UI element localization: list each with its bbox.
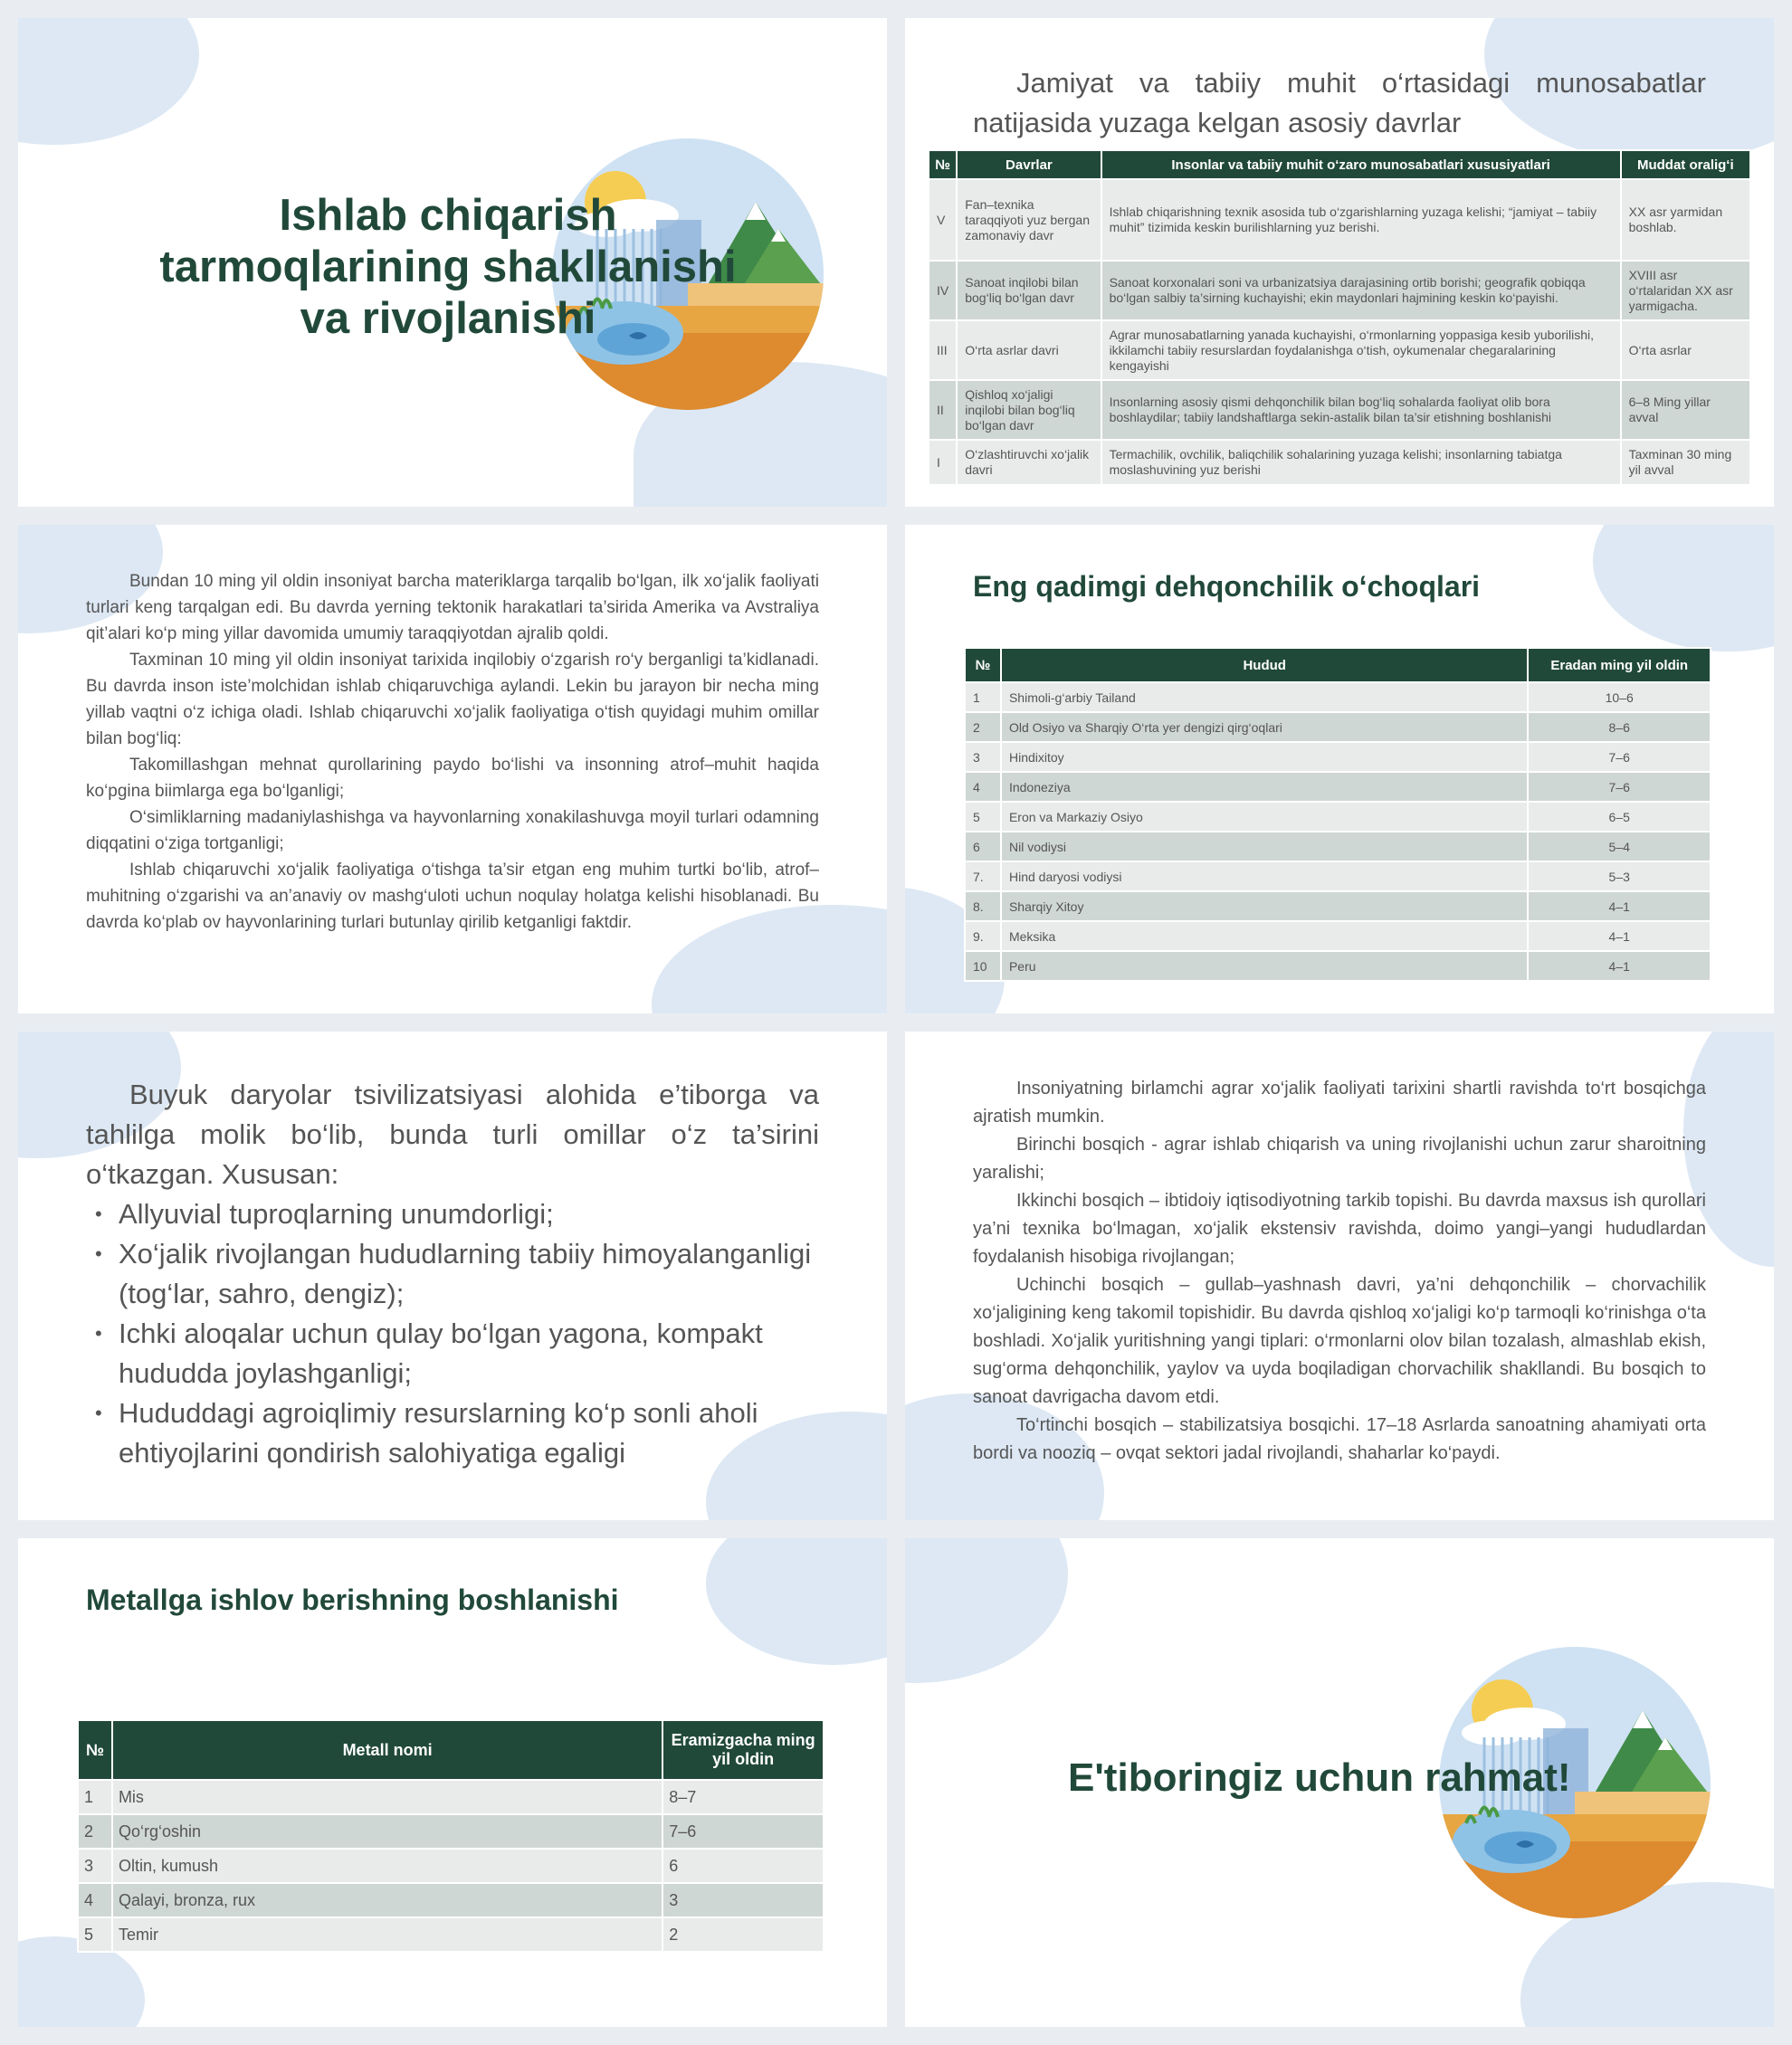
cell-period: O‘rta asrlar davri — [957, 320, 1101, 380]
cell-region: Old Osiyo va Sharqiy O‘rta yer dengizi qirg‘oqlari — [1001, 712, 1528, 742]
cell-number: IV — [929, 261, 957, 320]
cell-number: 4 — [78, 1883, 112, 1917]
slide-agrarian-stages — [905, 1032, 1774, 1520]
metal-table — [77, 1719, 825, 1953]
list-item: • Ichki aloqalar uchun qulay bo‘lgan yagona, kompakt hududda joylashganligi; — [86, 1314, 819, 1393]
list-item: • Xo‘jalik rivojlangan hududlarning tabiiy himoyalanganligi (tog‘lar, sahro, dengiz); — [86, 1234, 819, 1314]
cell-number: 5 — [78, 1917, 112, 1952]
cell-desc: Ishlab chiqarishning texnik asosida tub o‘zgarishlarning yuzaga kelishi; “jamiyat – tabiiy muhit” tizimida keskin burilishlarning yuz berishi. — [1101, 179, 1621, 261]
table-row — [929, 261, 1750, 320]
table-row — [965, 682, 1711, 712]
stages-paragraphs — [973, 1075, 1706, 1502]
col-metal: Metall nomi — [112, 1720, 662, 1780]
cell-desc: Sanoat korxonalari soni va urbanizatsiya darajasining ortib borishi; geografik qobiqqa bo‘lgan salbiy ta’sirning kuchayishi; ekin maydonlari hajmining keskin ko‘payishi. — [1101, 261, 1621, 320]
cell-years: 6 — [662, 1849, 824, 1883]
cell-number: V — [929, 179, 957, 261]
presentation-title — [140, 190, 756, 345]
slide-title — [18, 18, 887, 507]
table-row — [929, 320, 1750, 380]
cell-number: 3 — [965, 742, 1001, 772]
cell-region: Meksika — [1001, 921, 1528, 951]
cell-number: 8. — [965, 891, 1001, 921]
table-row — [965, 951, 1711, 981]
cell-metal: Mis — [112, 1780, 662, 1814]
farming-table — [964, 647, 1711, 982]
cell-region: Hind daryosi vodiysi — [1001, 861, 1528, 891]
cell-years: 4–1 — [1528, 951, 1711, 981]
table-row — [965, 802, 1711, 832]
cell-number: 6 — [965, 832, 1001, 861]
cell-period: Qishloq xo‘jaligi inqilobi bilan bog‘liq bo‘lgan davr — [957, 380, 1101, 440]
table-row — [965, 742, 1711, 772]
slide-metalworking — [18, 1538, 887, 2027]
thanks-message: E'tiboringiz uchun rahmat! — [1068, 1755, 1571, 1800]
table-row — [78, 1780, 824, 1814]
periods-table — [928, 149, 1751, 486]
table-row — [965, 861, 1711, 891]
cell-metal: Qalayi, bronza, rux — [112, 1883, 662, 1917]
paragraph: Uchinchi bosqich – gullab–yashnash davri, ya’ni dehqonchilik – chorvachilik xo‘jaligining keng takomil topishidir. Bu davrda qishloq xo‘jaligi ko‘p tarmoqli ko‘rinishga o‘ta boshladi. Xo‘jalik yuritishning yangi tiplari: o‘rmonlarni olov bilan tozalash, almashlab ekish, sug‘orma dehqonchilik, yaylov va uyda boqiladigan chorvachilik shakllandi. Bu bosqich to sanoat davrigacha davom etdi. — [973, 1275, 1706, 1407]
cell-years: 4–1 — [1528, 921, 1711, 951]
cell-region: Eron va Markaziy Osiyo — [1001, 802, 1528, 832]
cell-number: 10 — [965, 951, 1001, 981]
paragraph: Ikkinchi bosqich – ibtidoiy iqtisodiyotning tarkib topishi. Bu davrda maxsus ish qurollari ya’ni texnika bo‘lmagan, xo‘jalik ekstensiv ravishda, doimo yangi–yangi hududlardan foydalanish hisobiga rivojlangan; — [973, 1191, 1706, 1267]
table-row — [965, 832, 1711, 861]
cell-number: 9. — [965, 921, 1001, 951]
table-row — [929, 440, 1750, 485]
cell-years: 8–6 — [1528, 712, 1711, 742]
paragraph: Insoniyatning birlamchi agrar xo‘jalik faoliyati tarixini shartli ravishda to‘rt bosqichga ajratish mumkin. — [973, 1079, 1706, 1127]
cell-region: Hindixitoy — [1001, 742, 1528, 772]
table-row — [78, 1849, 824, 1883]
cell-years: 7–6 — [1528, 772, 1711, 802]
cell-metal: Temir — [112, 1917, 662, 1952]
col-number: № — [965, 648, 1001, 682]
col-years: Eramizgacha ming yil oldin — [662, 1720, 824, 1780]
cell-years: 7–6 — [1528, 742, 1711, 772]
paragraph: To‘rtinchi bosqich – stabilizatsiya bosqichi. 17–18 Asrlarda sanoatning ahamiyati orta bordi va nooziq – ovqat sektori jadal rivojlandi, shaharlar ko‘paydi. — [973, 1415, 1706, 1463]
paragraph: Ishlab chiqaruvchi xo‘jalik faoliyatiga o‘tishga ta’sir etgan eng muhim turtki bo‘lib, atrof–muhitning o‘zgarishi va an’anaviy ov mashg‘uloti uchun noqulay holatga kelishi hisoblanadi. Bu davrda ko‘plab ov hayvonlarining turlari butunlay qirilib ketganligi faktdir. — [86, 861, 819, 932]
paragraph: Taxminan 10 ming yil oldin insoniyat tarixida inqilobiy o‘zgarish ro‘y berganligi ta’kidlanadi. Bu davrda inson iste’molchidan ishlab chiqaruvchiga aylandi. Lekin bu jarayon bir necha ming yillab vaqtni o‘z ichiga oladi. Ishlab chiqaruvchi xo‘jalik faoliyatiga o‘tish quyidagi muhim omillar bilan bog‘liq: — [86, 651, 819, 748]
col-number: № — [78, 1720, 112, 1780]
table-row — [929, 380, 1750, 440]
col-region: Hudud — [1001, 648, 1528, 682]
cell-years: 8–7 — [662, 1780, 824, 1814]
cell-period: O‘zlashtiruvchi xo‘jalik davri — [957, 440, 1101, 485]
periods-heading: Jamiyat va tabiiy muhit o‘rtasidagi munosabatlar natijasida yuzaga kelgan asosiy davrlar — [973, 67, 1706, 138]
col-duration: Muddat oralig‘i — [1621, 150, 1750, 179]
cell-number: 4 — [965, 772, 1001, 802]
cell-time: XVIII asr o‘rtalaridan XX asr yarmigacha. — [1621, 261, 1750, 320]
cell-years: 10–6 — [1528, 682, 1711, 712]
cell-region: Sharqiy Xitoy — [1001, 891, 1528, 921]
table-row — [965, 712, 1711, 742]
cell-period: Fan–texnika taraqqiyoti yuz bergan zamonaviy davr — [957, 179, 1101, 261]
history-paragraphs — [86, 568, 819, 936]
cell-region: Indoneziya — [1001, 772, 1528, 802]
cell-time: O‘rta asrlar — [1621, 320, 1750, 380]
river-intro: Buyuk daryolar tsivilizatsiyasi alohida e’tiborga va tahlilga molik bo‘lib, bunda turli omillar o‘z ta’sirini o‘tkazgan. Xususan: — [86, 1079, 819, 1190]
slide-history-text — [18, 525, 887, 1013]
cell-years: 5–4 — [1528, 832, 1711, 861]
table-row — [78, 1814, 824, 1849]
cell-region: Peru — [1001, 951, 1528, 981]
paragraph: Bundan 10 ming yil oldin insoniyat barcha materiklarga tarqalib bo‘lgan, ilk xo‘jalik faoliyati turlari keng tarqalgan edi. Bu davrda yerning tektonik harakatlari ta’sirida Amerika va Avstraliya qit’alari ko‘p ming yillar davomida umumiy taraqqiyotdan ajralib qoldi. — [86, 572, 819, 643]
cell-years: 7–6 — [662, 1814, 824, 1849]
cell-region: Nil vodiysi — [1001, 832, 1528, 861]
cell-number: III — [929, 320, 957, 380]
slide-thanks — [905, 1538, 1774, 2027]
cell-number: 2 — [965, 712, 1001, 742]
cell-metal: Oltin, kumush — [112, 1849, 662, 1883]
col-period: Davrlar — [957, 150, 1101, 179]
cell-desc: Agrar munosabatlarning yanada kuchayishi, o‘rmonlarning yoppasiga kesib yuborilishi, ikkilamchi tabiiy resurslardan foydalanishga o‘tish, oykumenalar chegaralarining kengayishi — [1101, 320, 1621, 380]
cell-number: I — [929, 440, 957, 485]
cell-desc: Termachilik, ovchilik, baliqchilik sohalarining yuzaga kelishi; insonlarning tabiatga moslashuvining yuz berishi — [1101, 440, 1621, 485]
cell-number: 7. — [965, 861, 1001, 891]
metal-heading: Metallga ishlov berishning boshlanishi — [86, 1584, 619, 1616]
table-row — [78, 1883, 824, 1917]
title-line-2: tarmoqlarining shakllanishi — [159, 243, 737, 291]
slide-farming-centers — [905, 525, 1774, 1013]
list-item: • Hududdagi agroiqlimiy resurslarning ko‘p sonli aholi ehtiyojlarini qondirish salohiyatiga egaligi — [86, 1393, 819, 1473]
paragraph: Takomillashgan mehnat qurollarining paydo bo‘lishi va insonning atrof–muhit haqida ko‘pgina biimlarga ega bo‘lganligi; — [86, 756, 819, 801]
paragraph: O‘simliklarning madaniylashishga va hayvonlarning xonakilashuvga moyil turlari odamning diqqatini o‘ziga tortganligi; — [86, 808, 819, 853]
cell-years: 4–1 — [1528, 891, 1711, 921]
col-years: Eradan ming yil oldin — [1528, 648, 1711, 682]
factors-list — [86, 1194, 819, 1473]
cell-number: 2 — [78, 1814, 112, 1849]
cell-desc: Insonlarning asosiy qismi dehqonchilik bilan bog‘liq sohalarda faoliyat olib bora boshlaydilar; tabiiy landshaftlarga sekin-astalik bilan ta’sir etishning boshlanishi — [1101, 380, 1621, 440]
cell-time: Taxminan 30 ming yil avval — [1621, 440, 1750, 485]
table-row — [965, 921, 1711, 951]
list-item: • Allyuvial tuproqlarning unumdorligi; — [86, 1194, 819, 1234]
col-features: Insonlar va tabiiy muhit o‘zaro munosabatlari xususiyatlari — [1101, 150, 1621, 179]
cell-number: 1 — [965, 682, 1001, 712]
slide-periods — [905, 18, 1774, 507]
table-row — [965, 772, 1711, 802]
cell-years: 6–5 — [1528, 802, 1711, 832]
cell-number: 5 — [965, 802, 1001, 832]
cell-region: Shimoli-g‘arbiy Tailand — [1001, 682, 1528, 712]
col-number: № — [929, 150, 957, 179]
cell-period: Sanoat inqilobi bilan bog‘liq bo‘lgan davr — [957, 261, 1101, 320]
title-line-3: va rivojlanishi — [300, 294, 596, 343]
cell-years: 3 — [662, 1883, 824, 1917]
cell-number: 1 — [78, 1780, 112, 1814]
cell-time: XX asr yarmidan boshlab. — [1621, 179, 1750, 261]
table-row — [965, 891, 1711, 921]
table-row — [78, 1917, 824, 1952]
cell-time: 6–8 Ming yillar avval — [1621, 380, 1750, 440]
cell-number: 3 — [78, 1849, 112, 1883]
paragraph: Birinchi bosqich - agrar ishlab chiqarish va uning rivojlanishi uchun zarur sharoitning yaralishi; — [973, 1135, 1706, 1183]
cell-years: 5–3 — [1528, 861, 1711, 891]
cell-years: 2 — [662, 1917, 824, 1952]
river-content — [86, 1075, 819, 1473]
table-row — [929, 179, 1750, 261]
slide-river-civilization — [18, 1032, 887, 1520]
cell-metal: Qo‘rg‘oshin — [112, 1814, 662, 1849]
cell-number: II — [929, 380, 957, 440]
farming-heading: Eng qadimgi dehqonchilik o‘choqlari — [973, 570, 1481, 603]
title-line-1: Ishlab chiqarish — [279, 191, 617, 240]
